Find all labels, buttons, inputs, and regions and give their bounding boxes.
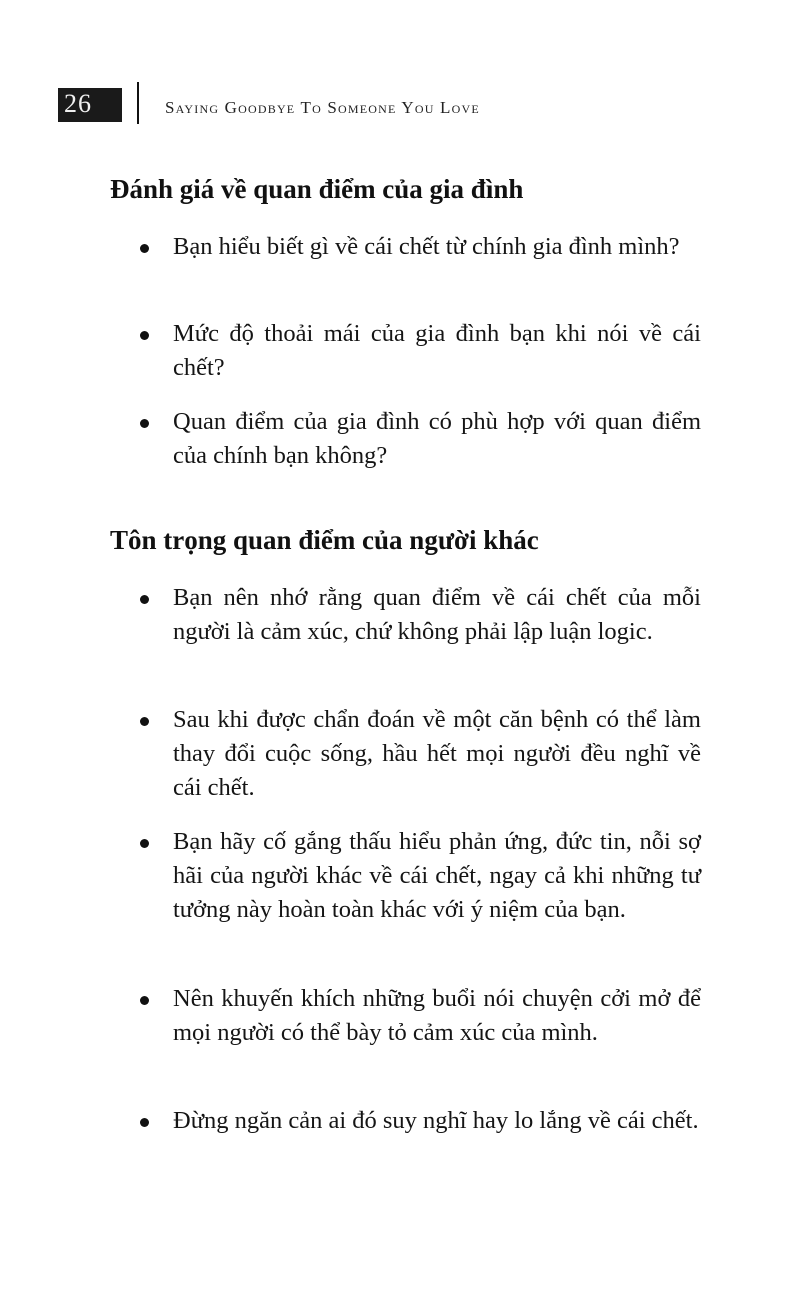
bullet-icon [140, 996, 149, 1005]
bullet-icon [140, 595, 149, 604]
section-heading-respect-others: Tôn trọng quan điểm của người khác [110, 525, 539, 555]
bullet-icon [140, 717, 149, 726]
list-item-text: Quan điểm của gia đình có phù hợp với quan điểm của chính bạn không? [173, 408, 701, 469]
list-item-text: Mức độ thoải mái của gia đình bạn khi nói về cái chết? [173, 320, 701, 381]
list-item-text: Sau khi được chẩn đoán về một căn bệnh có thể làm thay đổi cuộc sống, hầu hết mọi người đều nghĩ về cái chết. [173, 706, 701, 801]
header-divider [137, 82, 139, 124]
list-item-text: Đừng ngăn cản ai đó suy nghĩ hay lo lắng về cái chết. [173, 1107, 699, 1134]
bullet-icon [140, 1118, 149, 1127]
list-item-text: Bạn hiểu biết gì về cái chết từ chính gia đình mình? [173, 233, 680, 260]
running-head: Saying Goodbye To Someone You Love [165, 98, 480, 117]
bullet-icon [140, 419, 149, 428]
list-item-text: Nên khuyến khích những buổi nói chuyện cởi mở để mọi người có thể bày tỏ cảm xúc của mình. [173, 985, 701, 1046]
bullet-icon [140, 331, 149, 340]
list-item-text: Bạn nên nhớ rằng quan điểm về cái chết của mỗi người là cảm xúc, chứ không phải lập luận logic. [173, 584, 701, 645]
list-item-text: Bạn hãy cố gắng thấu hiểu phản ứng, đức tin, nỗi sợ hãi của người khác về cái chết, ngay cả khi những tư tưởng này hoàn toàn khác với ý niệm của bạn. [173, 828, 701, 923]
page-number: 26 [64, 89, 92, 118]
section-heading-family-views: Đánh giá về quan điểm của gia đình [110, 174, 524, 204]
bullet-icon [140, 839, 149, 848]
bullet-icon [140, 244, 149, 253]
